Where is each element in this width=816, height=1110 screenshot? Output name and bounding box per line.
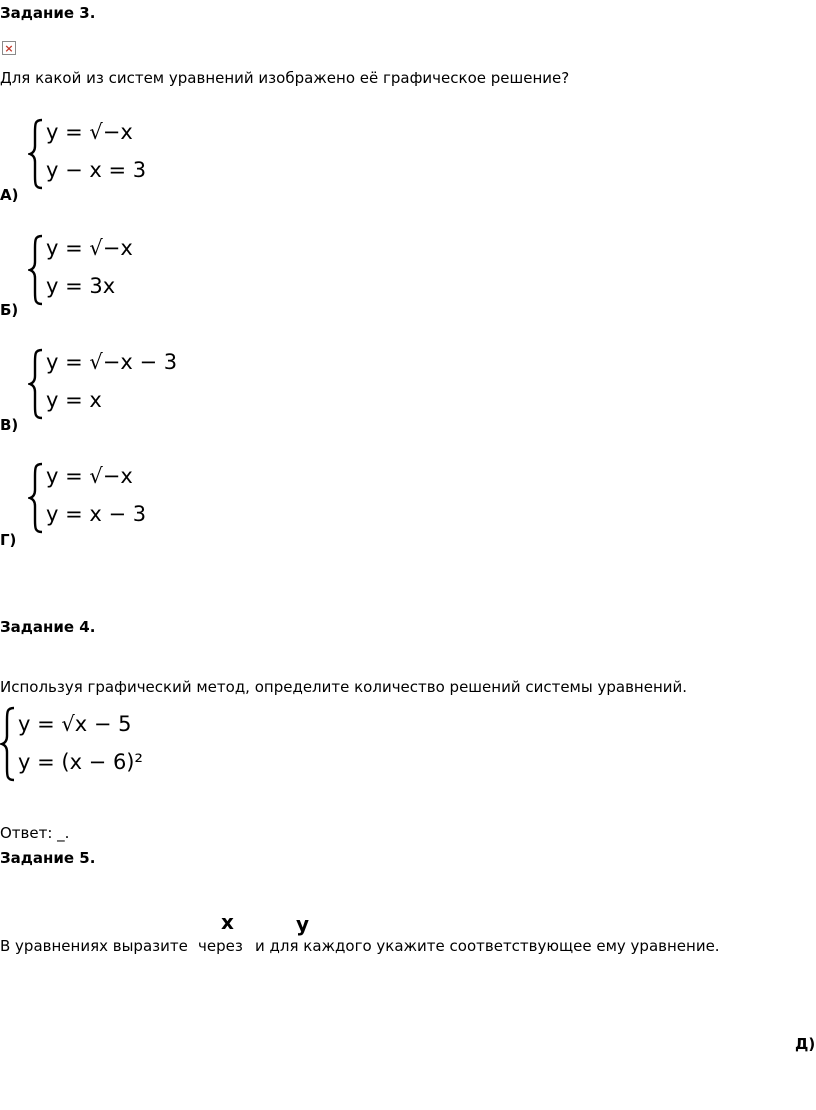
option-b-label: Б) xyxy=(0,301,19,319)
option-a-label: А) xyxy=(0,186,19,204)
system-option-a xyxy=(28,116,228,192)
brace-icon xyxy=(28,460,44,536)
task4-eq1: y = √x − 5 xyxy=(18,712,132,736)
option-b-eq2: y = 3x xyxy=(46,274,116,298)
brace-icon xyxy=(0,704,16,784)
option-v-eq2: y = x xyxy=(46,388,102,412)
task5-heading: Задание 5. xyxy=(0,849,96,867)
task3-question: Для какой из систем уравнений изображено её графическое решение? xyxy=(0,69,570,87)
variable-x: x xyxy=(221,910,234,934)
broken-image-icon: × xyxy=(2,41,16,55)
option-g-eq2: y = x − 3 xyxy=(46,502,147,526)
option-d-label: Д) xyxy=(795,1035,816,1053)
option-a-eq1: y = √−x xyxy=(46,120,133,144)
option-g-label: Г) xyxy=(0,531,17,549)
system-task4 xyxy=(0,704,200,784)
task4-question: Используя графический метод, определите количество решений системы уравнений. xyxy=(0,678,688,696)
brace-icon xyxy=(28,116,44,192)
option-v-eq1: y = √−x − 3 xyxy=(46,350,178,374)
task4-eq2: y = (x − 6)² xyxy=(18,750,143,774)
variable-y: y xyxy=(296,912,310,936)
option-a-eq2: y − x = 3 xyxy=(46,158,147,182)
system-option-g xyxy=(28,460,228,536)
task5-question-part3: и для каждого укажите соответствующее ему уравнение. xyxy=(255,937,720,955)
system-option-b xyxy=(28,232,228,308)
system-option-v xyxy=(28,346,248,422)
option-g-eq1: y = √−x xyxy=(46,464,133,488)
brace-icon xyxy=(28,346,44,422)
task5-question-part2: через xyxy=(198,937,243,955)
task4-answer: Ответ: _. xyxy=(0,824,70,842)
task3-heading: Задание 3. xyxy=(0,4,96,22)
option-b-eq1: y = √−x xyxy=(46,236,133,260)
option-v-label: В) xyxy=(0,416,19,434)
task4-heading: Задание 4. xyxy=(0,618,96,636)
brace-icon xyxy=(28,232,44,308)
task5-question-part1: В уравнениях выразите xyxy=(0,937,188,955)
